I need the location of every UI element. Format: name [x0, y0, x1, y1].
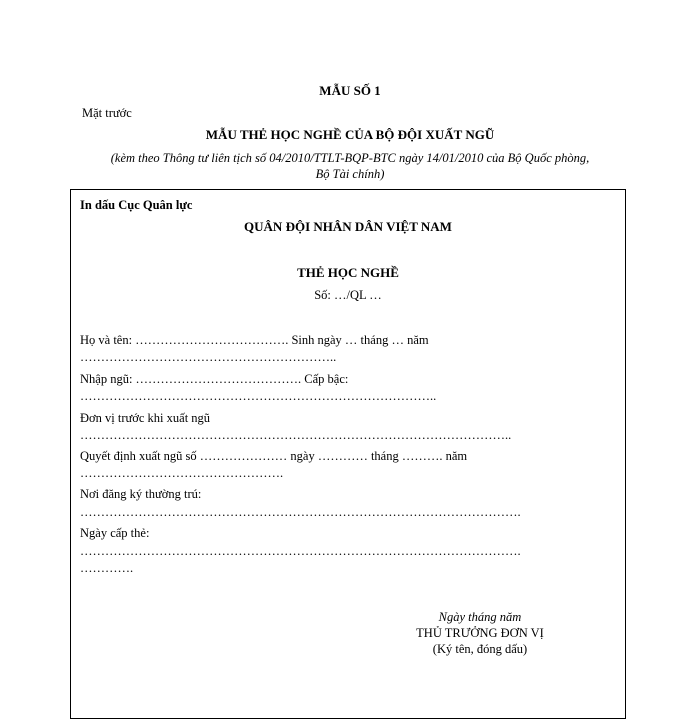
decision-line: Quyết định xuất ngũ số ………………… ngày ………… tháng ………. năm [80, 449, 468, 463]
card-title: THẺ HỌC NGHỀ [297, 265, 399, 280]
issue-date-continuation-2: …………. [80, 561, 134, 575]
name-continuation: …………………………………………………….. [80, 350, 337, 364]
subtitle-line-1: (kèm theo Thông tư liên tịch số 04/2010/TTLT-BQP-BTC ngày 14/01/2010 của Bộ Quốc phòng, [110, 151, 590, 165]
enlist-rank-line: Nhập ngũ: …………………………………. Cấp bậc: [80, 372, 349, 386]
stamp-note: In dấu Cục Quân lực [80, 198, 193, 212]
unit-continuation: ………………………………………………………………………………………….. [80, 428, 512, 442]
signature-role: THỦ TRƯỞNG ĐƠN VỊ [416, 626, 544, 640]
signature-date: Ngày tháng năm [438, 610, 522, 624]
card-number: Số: …/QL … [314, 288, 382, 302]
unit-line: Đơn vị trước khi xuất ngũ [80, 411, 211, 425]
organization-name: QUÂN ĐỘI NHÂN DÂN VIỆT NAM [244, 219, 452, 234]
issue-date-continuation: ……………………………………………………………………………………………. [80, 544, 521, 558]
name-birth-line: Họ và tên: ………………………………. Sinh ngày … tháng … năm [80, 333, 429, 347]
subtitle-line-2: Bộ Tài chính) [315, 167, 385, 181]
enlist-continuation: ………………………………………………………………………….. [80, 389, 437, 403]
page-title: MẪU THẺ HỌC NGHỀ CỦA BỘ ĐỘI XUẤT NGŨ [205, 127, 495, 142]
side-label: Mặt trước [82, 106, 132, 120]
issue-date-line: Ngày cấp thẻ: [80, 526, 150, 540]
signature-note: (Ký tên, đóng dấu) [432, 642, 528, 656]
decision-continuation: …………………………………………. [80, 466, 284, 480]
residence-continuation: ……………………………………………………………………………………………. [80, 505, 521, 519]
form-number: MẪU SỐ 1 [319, 83, 381, 98]
residence-line: Nơi đăng ký thường trú: [80, 487, 202, 501]
